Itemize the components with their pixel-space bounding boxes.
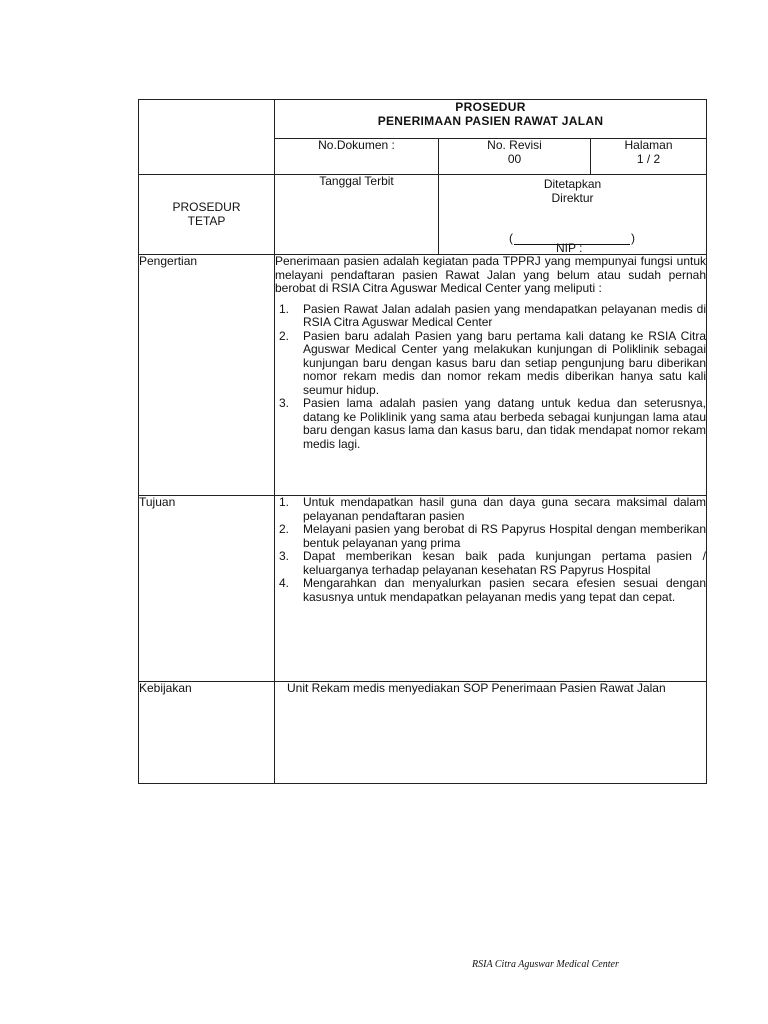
list-text: Pasien lama adalah pasien yang datang untuk kedua dan seterusnya, datang ke Poliklinik yang sama atau berbeda sebagai kunjungan lama atau baru dengan kasus lama dan kasus baru, dan tidak mendapat nomor rekam medis lagi.: [303, 396, 707, 451]
page-value: 1 / 2: [636, 151, 661, 166]
doc-number-cell: [275, 139, 439, 175]
pengertian-intro: Penerimaan pasien adalah kegiatan pada TPPRJ yang mempunyai fungsi untuk melayani pendaftaran pasien Rawat Jalan yang belum atau sudah pernah berobat di RSIA Citra Aguswar Medical Center yang meliputi :: [275, 254, 707, 295]
list-text: Melayani pasien yang berobat di RS Papyrus Hospital dengan memberikan bentuk pelayanan yang prima: [303, 522, 707, 550]
title-line-1: PROSEDUR: [455, 100, 526, 114]
kebijakan-text: Unit Rekam medis menyediakan SOP Penerimaan Pasien Rawat Jalan: [287, 681, 666, 695]
pengertian-label: Pengertian: [139, 254, 198, 268]
section-body-pengertian: [275, 255, 707, 496]
list-text: Pasien baru adalah Pasien yang baru pertama kali datang ke RSIA Citra Aguswar Medical Center yang melakukan kunjungan di Poliklinik sebagai kunjungan baru dengan kasus baru dan setiap pengunjung baru diberikan nomor rekam medis dan nomor rekam medis diberikan hanya satu kali seumur hidup.: [303, 328, 707, 397]
list-item: [275, 577, 706, 604]
section-body-kebijakan: [275, 682, 707, 784]
protap-label-cell: [139, 175, 275, 255]
footer-hospital-name: RSIA Citra Aguswar Medical Center: [472, 959, 619, 970]
nip-label: NIP :: [556, 241, 583, 255]
revision-label: No. Revisi: [487, 138, 542, 152]
list-item: [275, 496, 706, 523]
list-number: 3.: [279, 396, 290, 410]
list-item: [275, 330, 706, 398]
doc-number-label: No.Dokumen :: [318, 138, 395, 152]
page-label: Halaman: [624, 138, 673, 152]
list-number: 2.: [279, 328, 290, 343]
list-number: 1.: [279, 495, 290, 509]
issue-date-label: Tanggal Terbit: [319, 174, 394, 188]
section-label-pengertian: [139, 255, 275, 496]
section-body-tujuan: [275, 496, 707, 682]
logo-cell: [139, 100, 275, 175]
approval-established: Ditetapkan: [543, 177, 602, 191]
pengertian-list: [275, 303, 706, 452]
section-label-kebijakan: [139, 682, 275, 784]
tujuan-label: Tujuan: [139, 495, 176, 509]
list-item: [275, 550, 706, 577]
signature-paren-open: (: [509, 231, 513, 245]
list-number: 4.: [279, 576, 290, 590]
list-text: Dapat memberikan kesan baik pada kunjungan pertama pasien / keluarganya terhadap pelayanan kesehatan RS Papyrus Hospital: [303, 549, 707, 577]
revision-cell: [439, 139, 591, 175]
list-text: Pasien Rawat Jalan adalah pasien yang mendapatkan pelayanan medis di RSIA Citra Aguswar Medical Center: [303, 301, 707, 329]
list-number: 3.: [279, 549, 290, 563]
list-number: 2.: [279, 522, 290, 536]
tujuan-list: [275, 496, 706, 604]
sop-table: [138, 99, 707, 784]
list-item: [275, 303, 706, 330]
section-label-tujuan: [139, 496, 275, 682]
protap-label-line-2: TETAP: [187, 213, 226, 228]
page-cell: [591, 139, 707, 175]
revision-value: 00: [507, 151, 522, 166]
approval-director: Direktur: [551, 190, 594, 205]
list-text: Mengarahkan dan menyalurkan pasien secara efesien sesuai dengan kasusnya untuk mendapatkan pelayanan medis yang tepat dan cepat.: [303, 576, 707, 604]
sop-document: [138, 99, 706, 784]
kebijakan-label: Kebijakan: [139, 681, 192, 695]
approval-cell: [439, 175, 707, 255]
signature-paren-close: ): [631, 231, 635, 245]
document-title: [275, 100, 707, 139]
issue-date-cell: [275, 175, 439, 255]
list-item: [275, 397, 706, 451]
list-item: [275, 523, 706, 550]
protap-label-line-1: PROSEDUR: [172, 200, 241, 214]
list-number: 1.: [279, 301, 290, 316]
title-line-2: PENERIMAAN PASIEN RAWAT JALAN: [377, 114, 604, 128]
list-text: Untuk mendapatkan hasil guna dan daya guna secara maksimal dalam pelayanan pendaftaran pasien: [303, 495, 707, 523]
